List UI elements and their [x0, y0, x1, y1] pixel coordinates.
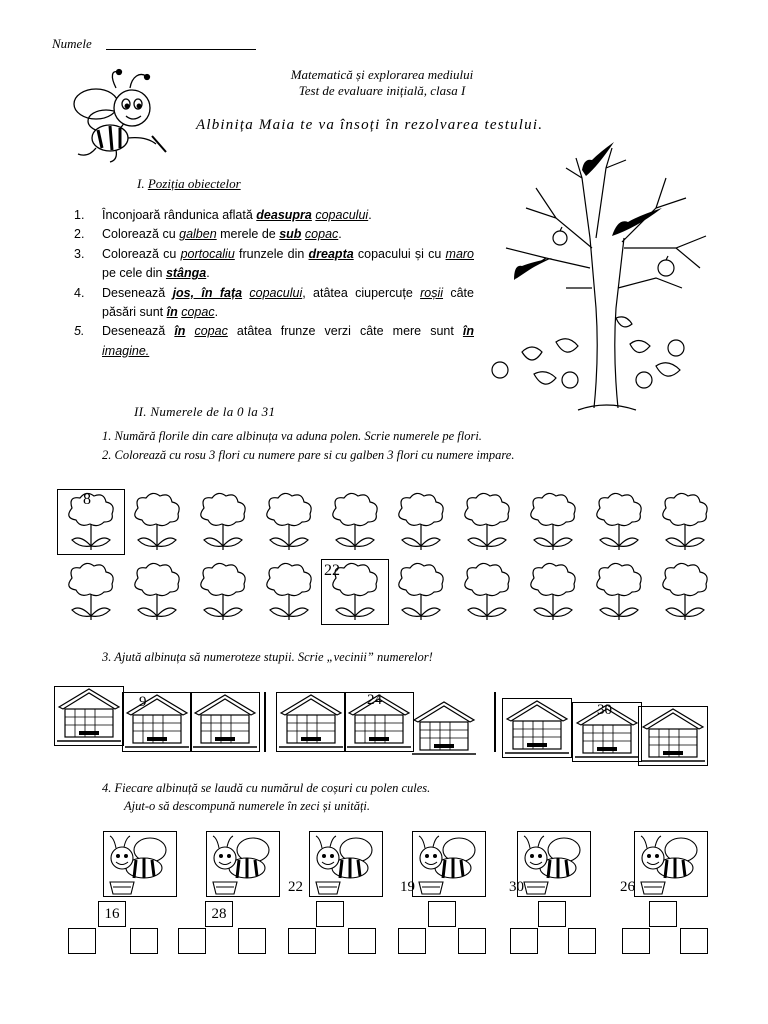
units-box[interactable]	[348, 928, 376, 954]
answer-box[interactable]	[649, 901, 677, 927]
flower-blank[interactable]	[520, 560, 586, 624]
bee-number: 30	[509, 879, 524, 895]
group-divider	[264, 692, 266, 752]
swallow-left	[514, 258, 552, 280]
flower-blank[interactable]	[454, 490, 520, 554]
section1-item: 3. Colorează cu portocaliu frunzele din dreapta copacului și cu maro pe cele din stânga.	[74, 246, 475, 281]
section2-task3: 3. Ajută albinuța să numeroteze stupii. Scrie „vecinii” numerelor!	[102, 650, 433, 664]
flower-blank[interactable]	[652, 560, 718, 624]
bee-number: 26	[620, 879, 635, 895]
flower-blank[interactable]	[190, 490, 256, 554]
flower-blank[interactable]	[586, 560, 652, 624]
units-box[interactable]	[458, 928, 486, 954]
flower-blank[interactable]	[256, 490, 322, 554]
flower-blank[interactable]	[388, 560, 454, 624]
flower-number: 8	[83, 491, 91, 508]
bee-number: 19	[400, 879, 415, 895]
hive-blank[interactable]	[502, 698, 572, 758]
name-label: Numele	[52, 36, 92, 51]
section2-heading: II. Numerele de la 0 la 31	[134, 404, 276, 419]
flower-given[interactable]	[322, 560, 388, 624]
hive-number: 24	[367, 692, 382, 708]
flower-given[interactable]	[58, 490, 124, 554]
subtitle: Albinița Maia te va însoți în rezolvarea testului.	[196, 117, 544, 133]
answer-box[interactable]	[538, 901, 566, 927]
units-box[interactable]	[568, 928, 596, 954]
flower-number: 22	[324, 562, 340, 579]
flower-blank[interactable]	[454, 560, 520, 624]
section1-heading: I. Poziția obiectelor	[137, 176, 241, 191]
section1-task-list	[74, 206, 474, 361]
name-field-line[interactable]	[106, 49, 256, 50]
bee-card-4	[412, 831, 486, 897]
section1-item: 2. Colorează cu galben merele de sub copac.	[74, 227, 342, 242]
hive-blank[interactable]	[54, 686, 124, 746]
units-box[interactable]	[680, 928, 708, 954]
flower-blank[interactable]	[124, 490, 190, 554]
bee-number-box: 16	[98, 901, 126, 927]
hive-blank[interactable]	[638, 706, 708, 766]
section2-task2: 2. Colorează cu rosu 3 flori cu numere pare si cu galben 3 flori cu numere impare.	[102, 448, 515, 462]
subject-title: Matematică și explorarea mediului	[290, 67, 474, 82]
section2-task1: 1. Numără florile din care albinuța va aduna polen. Scrie numerele pe flori.	[102, 429, 482, 443]
hive-blank[interactable]	[410, 700, 478, 758]
bee-number: 22	[288, 879, 303, 895]
bee-card-5	[517, 831, 591, 897]
maia-bee-illustration	[66, 66, 178, 166]
group-divider	[494, 692, 496, 752]
bee-card-1	[103, 831, 177, 897]
tens-box[interactable]	[178, 928, 206, 954]
tree-illustration[interactable]	[486, 138, 718, 416]
bee-number-box: 28	[205, 901, 233, 927]
section2-task4-line2: Ajut-o să descompună numerele în zeci și unități.	[124, 799, 371, 813]
hive-number: 30	[597, 702, 612, 718]
bee-card-6	[634, 831, 708, 897]
bee-card-2	[206, 831, 280, 897]
tens-box[interactable]	[398, 928, 426, 954]
section2-task4-line1: 4. Fiecare albinuță se laudă cu numărul de coșuri cu polen cules.	[102, 781, 431, 795]
bee-card-3	[309, 831, 383, 897]
flower-blank[interactable]	[388, 490, 454, 554]
flower-blank[interactable]	[190, 560, 256, 624]
hive-blank[interactable]	[190, 692, 260, 752]
flower-blank[interactable]	[520, 490, 586, 554]
units-box[interactable]	[130, 928, 158, 954]
section1-item: 1. Înconjoară rândunica aflată deasupra copacului.	[74, 208, 372, 222]
swallow-middle	[612, 208, 662, 236]
section1-item: 5. Desenează în copac atâtea frunze verzi câte mere sunt în imagine.	[74, 324, 474, 358]
flower-blank[interactable]	[256, 560, 322, 624]
answer-box[interactable]	[316, 901, 344, 927]
units-box[interactable]	[238, 928, 266, 954]
tens-box[interactable]	[288, 928, 316, 954]
tens-box[interactable]	[68, 928, 96, 954]
hive-given[interactable]	[122, 692, 192, 752]
flower-blank[interactable]	[586, 490, 652, 554]
answer-box[interactable]	[428, 901, 456, 927]
flower-blank[interactable]	[58, 560, 124, 624]
section1-item: 4. Desenează jos, în fața copacului, atâtea ciupercuțe roșii câte păsări sunt în copac.	[74, 285, 474, 320]
hive-number: 9	[139, 694, 147, 710]
hive-given[interactable]	[344, 692, 414, 752]
tens-box[interactable]	[510, 928, 538, 954]
flower-blank[interactable]	[322, 490, 388, 554]
tens-box[interactable]	[622, 928, 650, 954]
hive-given[interactable]	[572, 702, 642, 762]
test-title: Test de evaluare inițială, clasa I	[298, 83, 466, 98]
hive-blank[interactable]	[276, 692, 346, 752]
flower-blank[interactable]	[652, 490, 718, 554]
flower-blank[interactable]	[124, 560, 190, 624]
